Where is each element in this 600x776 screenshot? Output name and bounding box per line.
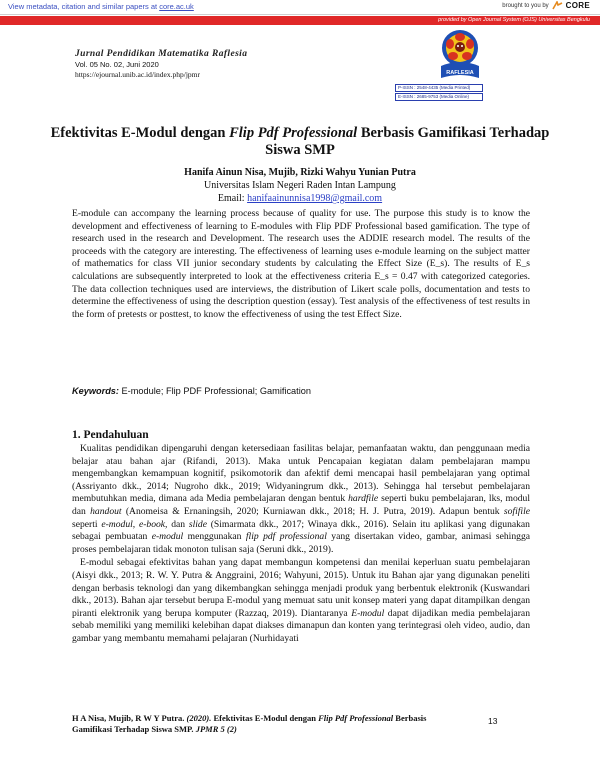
journal-volume: Vol. 05 No. 02, Juni 2020 (75, 60, 159, 69)
email-line (50, 193, 550, 204)
email-label: Email: (217, 193, 248, 204)
title-italic: Flip Pdf Professional (229, 125, 358, 141)
keywords-list: E-module; Flip PDF Professional; Gamification (118, 386, 311, 396)
core-badge[interactable] (502, 1, 590, 10)
page-number: 13 (488, 716, 498, 726)
keywords (72, 386, 530, 396)
paragraph-2: E-modul sebagai efektivitas bahan yang dapat membangun kompetensi dan menilai keperluan suatu pembelajaran (Aisyi dkk., 2013; R. W. Y. Putra & Anggraini, 2016; Wahyuni, 2015). Untuk itu Bahan ajar yang digunakan peneliti dengan berbasis teknologi dan yang dikembangkan sehingga menjadi produk yang berbentuk elektronik (Kuswandari dkk., 2013). Bahan ajar tersebut berupa E-modul yang memuat satu unit konsep materi yang dapat ditampilkan dengan piranti elektronik yang berupa komputer (Razzaq, 2019). Diantaranya E-modul dapat dijadikan media pembelajaran sebab memiliki yang memiliki kelebihan dapat diakses dimanapun dan konten yang terintegrasi oleh video, audio, dan gambar yang membantu memahami pelajaran (Nurhidayati (72, 557, 530, 644)
body-text (72, 443, 530, 646)
issn-online: E-ISSN : 2685-9753 (Media Online) (395, 93, 483, 101)
title-part1: Efektivitas E-Modul dengan (50, 125, 230, 141)
section-title: 1. Pendahuluan (72, 429, 149, 441)
metadata-text: View metadata, citation and similar papers at (8, 2, 160, 11)
authors: Hanifa Ainun Nisa, Mujib, Rizki Wahyu Yunian Putra (184, 167, 416, 178)
title-part2: Berbasis Gamifikasi Terhadap Siswa SMP (265, 125, 550, 158)
core-topbar (0, 0, 600, 15)
abstract: E-module can accompany the learning process because of quality for use. The purpose this study is to know the development and effectiveness of learning to E-modules with Flip PDF Professional based gamification. The type of research used in the research and Development. The research uses the ADDIE research model. The results of the proceeds with the category are interesting. The effectiveness of learning uses e-module learning on the subject matter of mathematics for class VII junior secondary students by calculating the Effect Size (E_s). The results of E_s calculations are subsequently interpreted to look at the effectiveness criteria E_s = 0.47 with categorized categories. The data collection techniques used are interviews, the distribution of Likert scale polls, documentation and tests to determine the effectiveness of using the description question (essay). Test analysis of the effectiveness of test results in the form of pretests or posttest, to know the effectiveness of using the test Effect Size. (72, 208, 530, 320)
issn-block (395, 84, 483, 102)
core-logo-icon (552, 1, 563, 10)
provided-by-band (0, 16, 600, 25)
issn-print: P-ISSN : 2548-4435 (Media Printed) (395, 84, 483, 92)
article-title (50, 125, 550, 159)
footer-citation: H A Nisa, Mujib, R W Y Putra. (2020). Efektivitas E-Modul dengan Flip Pdf Professional Berbasis Gamifikasi Terhadap Siswa SMP. JPMR 5 (2) (72, 713, 427, 734)
affiliation: Universitas Islam Negeri Raden Intan Lampung (204, 180, 396, 191)
paragraph-1: Kualitas pendidikan dipengaruhi dengan ketersediaan fasilitas belajar, pemanfaatan waktu, dan penggunaan media belajar atau bahan ajar (Rifandi, 2013). Maka untuk Pencapaian kegiatan dalam pembelajaran mampu mengembangkan kemampuan kognitif, psikomotorik dan afektif demi mencapai hasil pembelajaran yang optimal (Assriyanto dkk., 2014; Nugroho dkk., 2019; Widyaningrum dkk., 2013). Sehingga hal tersebut pembelajaran membutuhkan media, dimana ada Media pembelajaran dengan bentuk hardfile seperti buku pembelajaran, lks, modul dan handout (Anomeisa & Ernaningsih, 2020; Kurniawan dkk., 2018; H. J. Putra, 2019). Adapun bentuk sofifile seperti e-modul, e-book, dan slide (Simarmata dkk., 2017; Winaya dkk., 2016). Selain itu aplikasi yang digunakan sebagai pembuatan e-modul menggunakan flip pdf professional yang disertakan video, gambar, animasi sehingga proses pembelajaran tidak monoton tulisan saja (Seruni dkk., 2019). (72, 443, 530, 555)
journal-name: Jurnal Pendidikan Matematika Raflesia (75, 49, 248, 59)
core-link[interactable]: core.ac.uk (159, 2, 194, 11)
logo-text: RAFLESIA (446, 70, 474, 76)
raflesia-logo-icon (438, 28, 482, 80)
core-name: CORE (565, 1, 590, 10)
journal-url[interactable]: https://ejournal.unib.ac.id/index.php/jpmr (75, 70, 200, 79)
provided-by-text: provided by Open Journal System (OJS) Universitas Bengkulu (438, 17, 590, 23)
metadata-notice (8, 2, 194, 11)
keywords-label: Keywords: (72, 386, 119, 396)
brought-by-text: brought to you by (502, 2, 549, 9)
email-link[interactable]: hanifaainunnisa1998@gmail.com (247, 193, 383, 204)
